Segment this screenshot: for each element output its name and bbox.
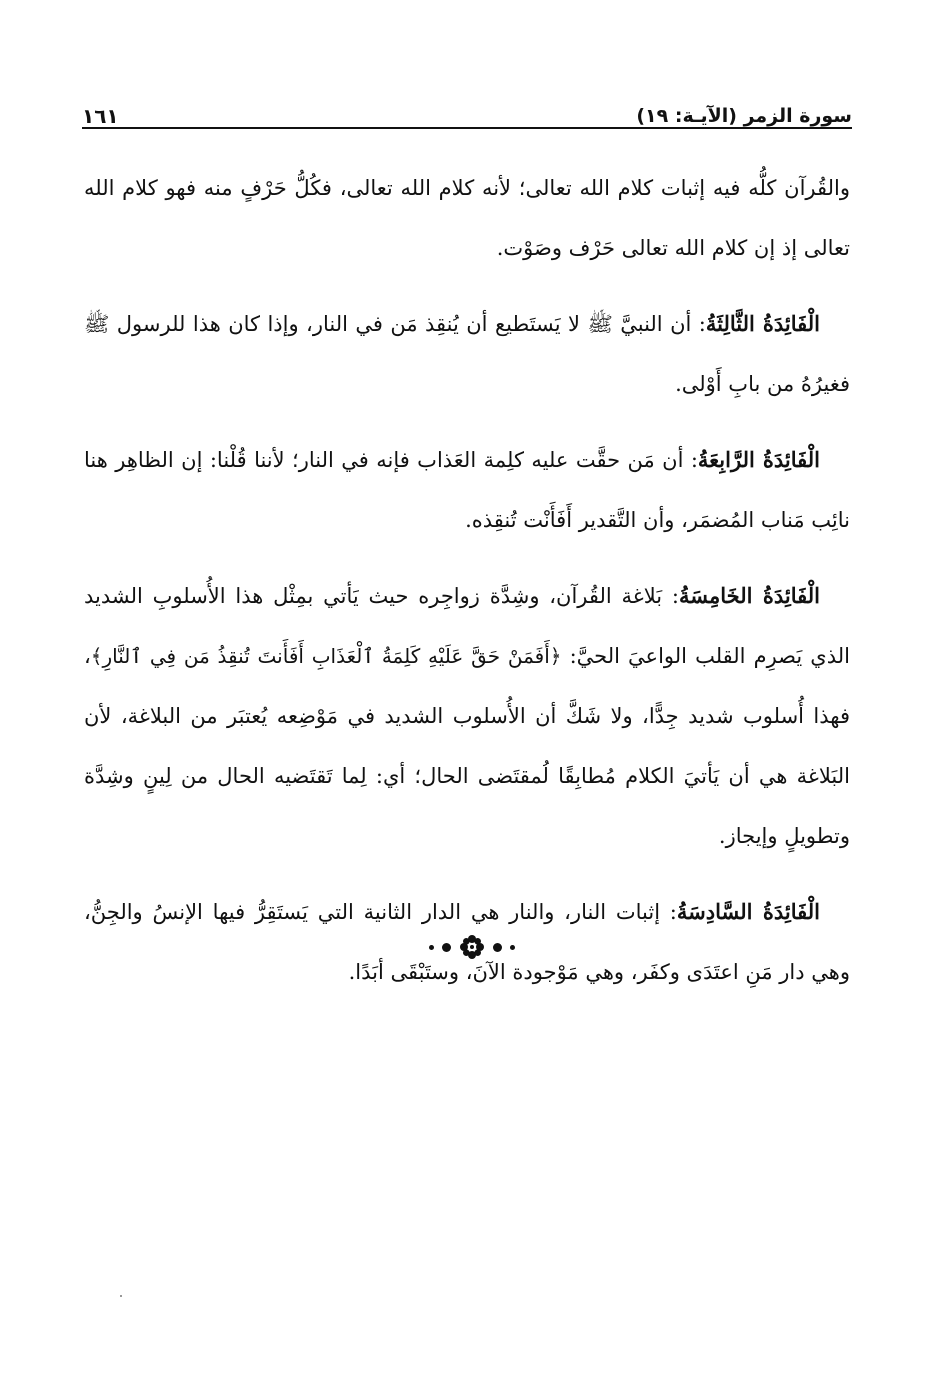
paragraph-intro	[84, 158, 850, 278]
ornament-dot	[510, 945, 515, 950]
paragraph-text: : بَلاغة القُرآن، وشِدَّة زواجِره حيث يَأتي بمِثْل هذا الأُسلوبِ الشديد الذي يَصرِم القلب الواعيَ الحيَّ:	[84, 584, 850, 668]
floral-ornament-icon	[459, 934, 485, 960]
paragraph-text: والقُرآن كلُّه فيه إثبات كلام الله تعالى؛ لأنه كلام الله تعالى، فكُلُّ حَرْفٍ منه فهو كلام الله تعالى إذ إن كلام الله تعالى حَرْف وصَوْت.	[84, 176, 850, 260]
benefit-heading: الْفَائِدَةُ الرَّابِعَةُ	[697, 447, 820, 472]
page-number: ١٦١	[82, 104, 119, 128]
benefit-heading: الْفَائِدَةُ السَّادِسَةُ	[676, 899, 820, 924]
ornament-dot	[429, 945, 434, 950]
paragraph-text: : إثبات النار، والنار هي الدار الثانية التي يَستَقِرُّ فيها الإنسُ والجِنُّ، وهي دار مَنِ اعتَدَى وكفَر، وهي مَوْجودة الآنَ، وستَبْقَى أبَدًا.	[84, 900, 850, 984]
surah-title: سورة الزمر (الآيـة: ١٩)	[636, 105, 852, 127]
paragraph-text: ، فهذا أُسلوب شديد جِدًّا، ولا شَكَّ أن الأُسلوب الشديد في مَوْضِعه يُعتبَر من البلاغة، لأن البَلاغة هي أن يَأتيَ الكلام مُطابِقًا لُمقتَضى الحال؛ أي: لِما تَقتَضيه الحال من لِينٍ وشِدَّة وتطويلٍ وإيجاز.	[84, 644, 850, 848]
scan-speck	[120, 1295, 122, 1297]
benefit-heading: الْفَائِدَةُ الثَّالِثَةُ	[705, 311, 820, 336]
paragraph-fourth-benefit	[84, 430, 850, 550]
paragraph-fifth-benefit	[84, 566, 850, 866]
paragraph-third-benefit	[84, 294, 850, 414]
page-body	[84, 158, 850, 1018]
page-header	[82, 92, 852, 126]
header-rule	[82, 127, 852, 129]
ornament-dot	[442, 943, 451, 952]
ornament-dot	[493, 943, 502, 952]
paragraph-text: : أن مَن حقَّت عليه كلِمة العَذاب فإنه في النار؛ لأننا قُلْنا: إن الظاهِر هنا نائِب مَناب المُضمَر، وأن التَّقدير أَفَأَنْت تُنقِذه.	[84, 448, 850, 532]
quran-verse: ﴿أَفَمَنْ حَقَّ عَلَيْهِ كَلِمَةُ ٱلْعَذَابِ أَفَأَنتَ تُنقِذُ مَن فِي ٱلنَّارِ﴾	[90, 644, 562, 668]
benefit-heading: الْفَائِدَةُ الخَامِسَةُ	[679, 583, 820, 608]
section-end-ornament	[0, 932, 943, 962]
paragraph-text: : أن النبيَّ ﷺ لا يَستَطيع أن يُنقِذ مَن في النار، وإذا كان هذا للرسول ﷺ فغيرُهُ من بابِ أَوْلى.	[84, 312, 850, 396]
